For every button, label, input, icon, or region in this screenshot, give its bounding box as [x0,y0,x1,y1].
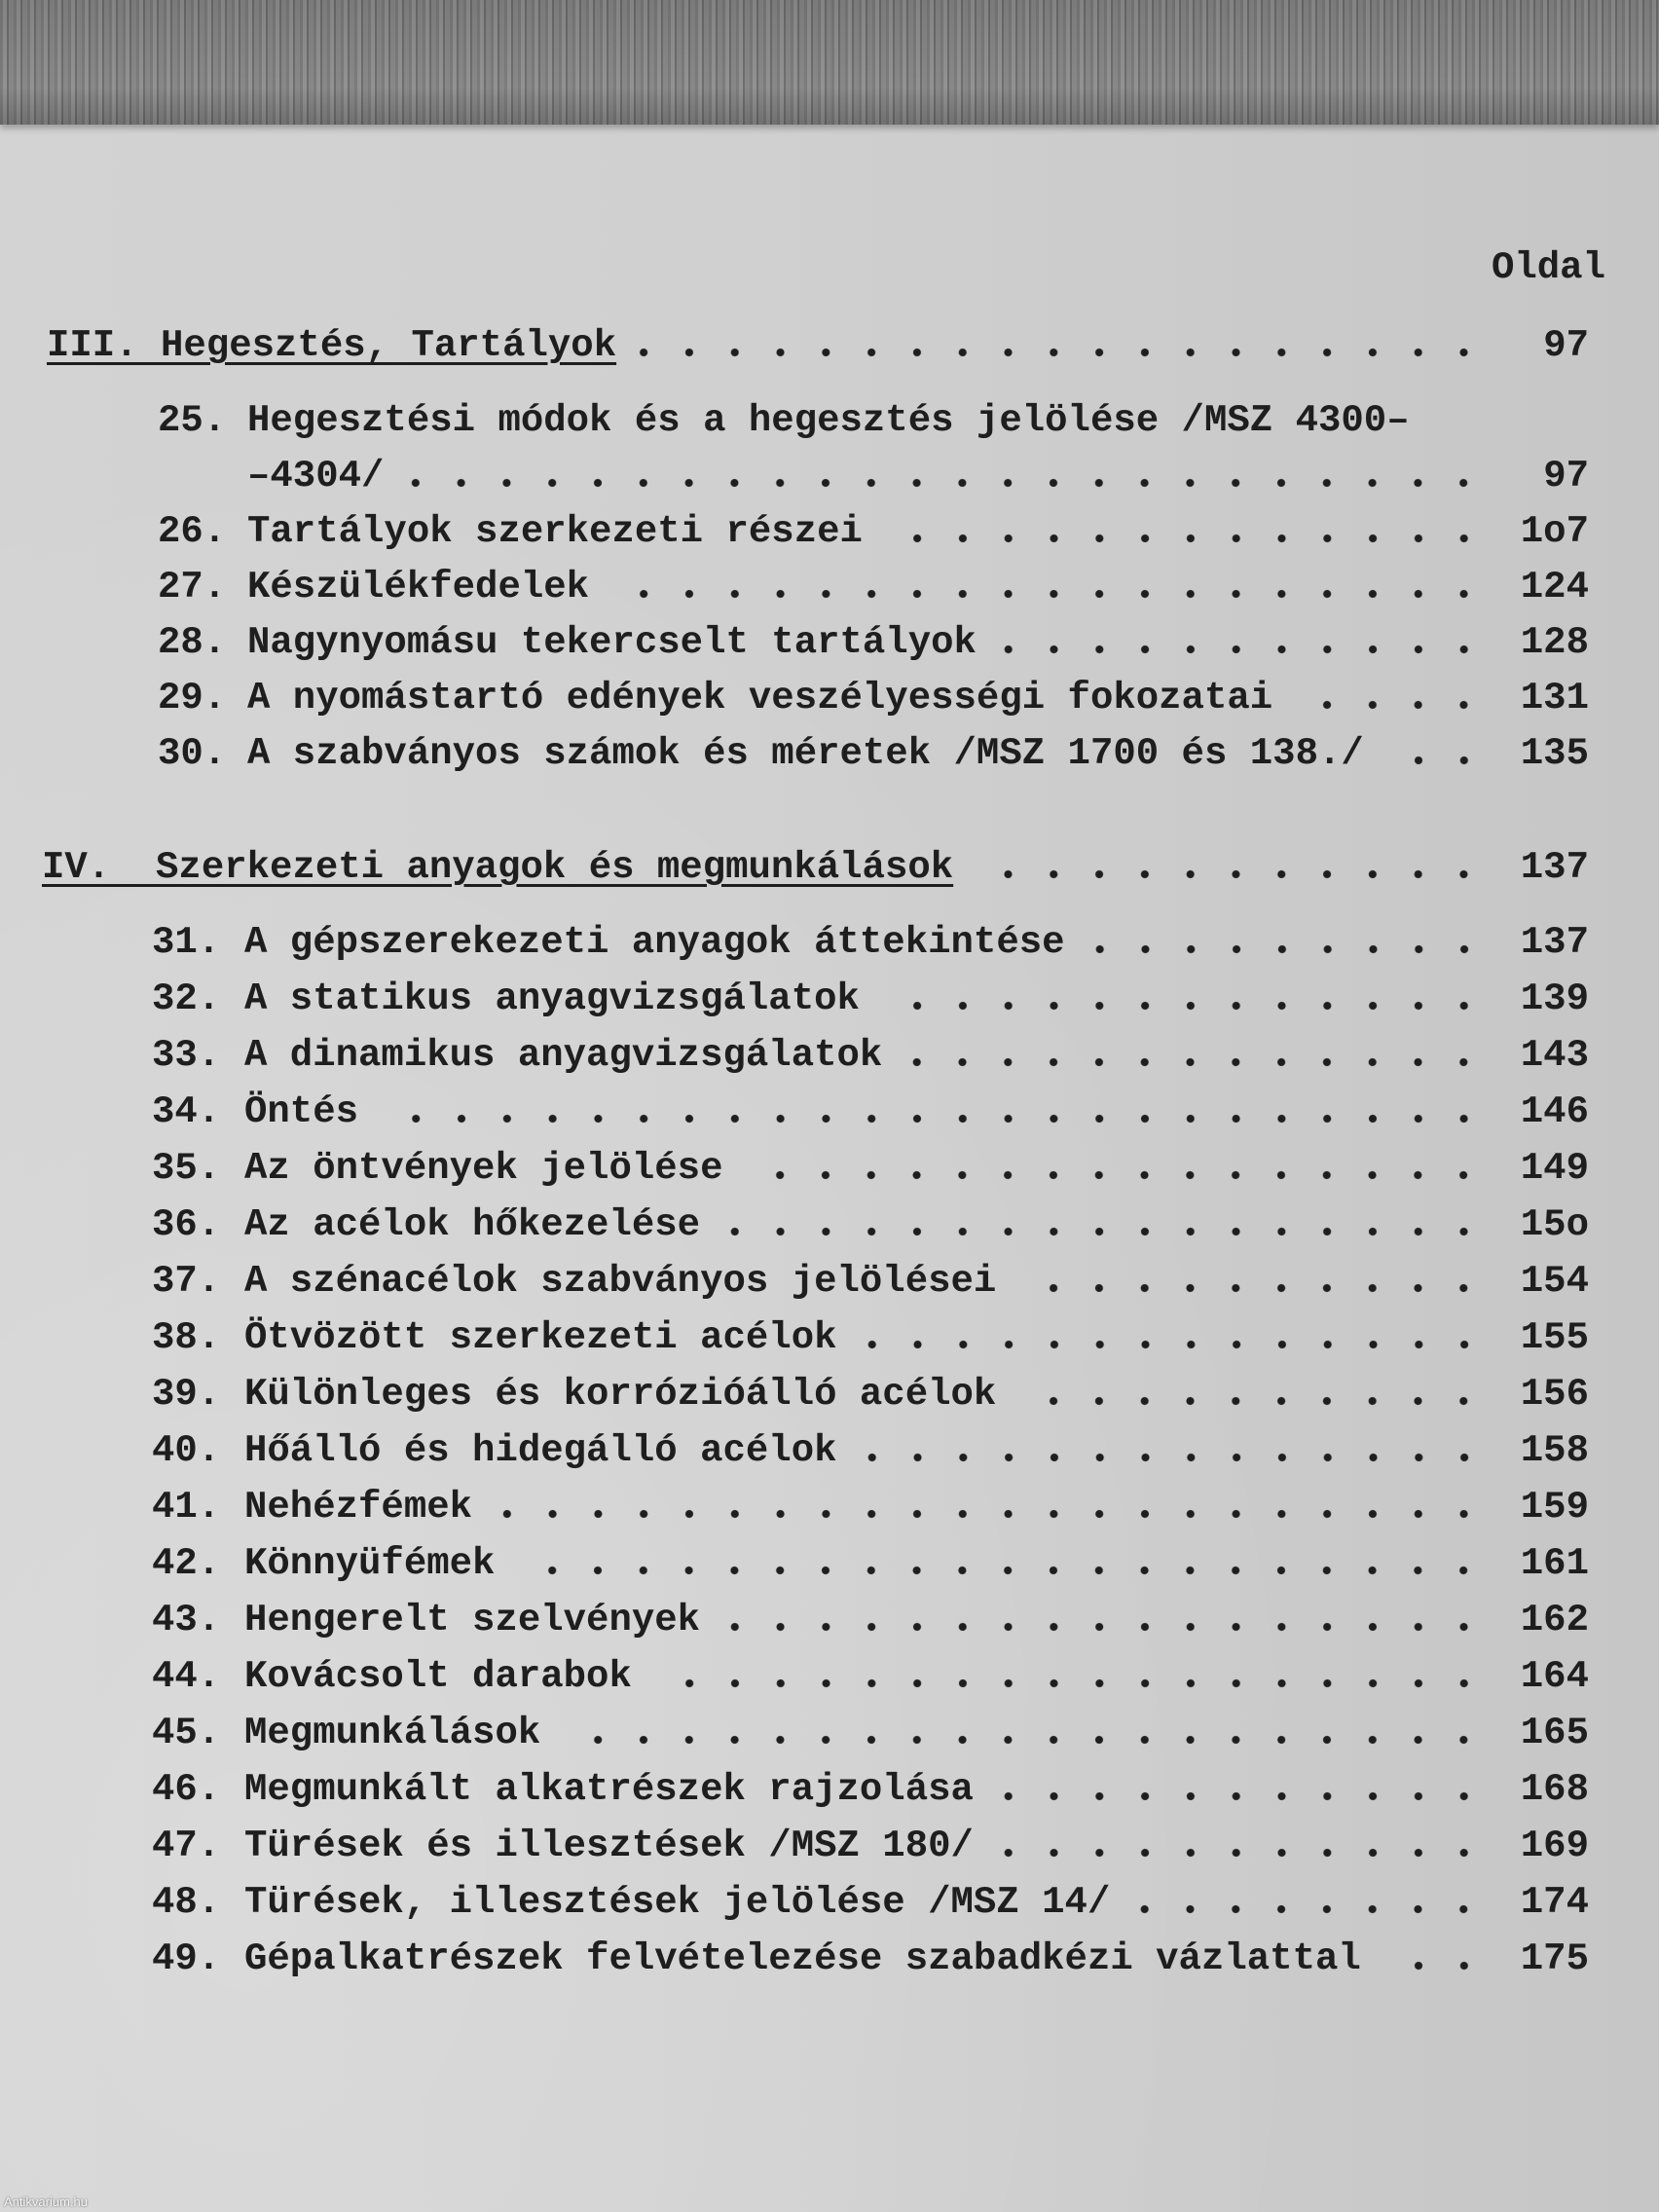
toc-section-iv [0,839,1589,1987]
entry-page: 156 [1520,1373,1589,1416]
dot-leader [1088,914,1487,971]
toc-entry-30 [158,726,1589,782]
entry-number: 36. [152,1203,221,1246]
entry-page: 175 [1520,1937,1589,1980]
entry-number: 28. [158,621,227,664]
entry-page: 137 [1520,921,1589,964]
toc-entry-44 [152,1648,1589,1705]
section-page: 137 [1520,846,1589,889]
toc-entry-42 [152,1535,1589,1592]
entry-title: A szénacélok szabványos jelölései [244,1260,997,1303]
toc-entry-26 [158,504,1589,560]
dot-leader [745,1140,1487,1197]
dot-leader [999,615,1487,671]
toc-entry-31 [152,914,1589,971]
toc-entry-43 [152,1592,1589,1648]
entry-title: Hőálló és hidegálló acélok [244,1429,837,1472]
entry-page: 135 [1520,732,1589,775]
entry-number: 46. [152,1768,221,1811]
dot-leader [1383,1931,1487,1987]
toc-entry-34 [152,1084,1589,1140]
entry-title: Megmunkált alkatrészek rajzolása [244,1768,974,1811]
entry-number: 47. [152,1825,221,1867]
entry-number: 49. [152,1937,221,1980]
entry-page: 124 [1520,566,1589,608]
entry-number: 27. [158,566,227,608]
dot-leader [722,1592,1487,1648]
toc-entry-40 [152,1422,1589,1479]
toc-entry-25 [158,393,1589,449]
entry-page: 1o7 [1520,510,1589,553]
toc-section-iii [0,318,1589,782]
entry-number: 35. [152,1147,221,1190]
dot-leader [406,449,1487,504]
entry-number: 42. [152,1542,221,1585]
entry-title-continuation: –4304/ [247,455,385,498]
dot-leader [1018,1253,1487,1309]
entry-title: Kovácsolt darabok [244,1655,632,1698]
entry-title: Hegesztési módok és a hegesztés jelölése /MSZ 4300– [247,399,1410,442]
dot-leader [1018,1366,1487,1422]
entry-number: 30. [158,732,227,775]
entry-page: 128 [1520,621,1589,664]
entry-number: 37. [152,1260,221,1303]
watermark: Antikvarium.hu [4,2194,88,2209]
dot-leader [885,504,1487,560]
entry-title: Ötvözött szerkezeti acélok [244,1316,837,1359]
entry-title: A statikus anyagvizsgálatok [244,977,860,1020]
entry-title: Hengerelt szelvények [244,1599,701,1641]
entry-page: 143 [1520,1034,1589,1077]
toc-entry-47 [152,1818,1589,1874]
entry-title: A dinamikus anyagvizsgálatok [244,1034,883,1077]
entry-number: 45. [152,1712,221,1754]
toc-entry-25-continuation [158,449,1589,504]
dot-leader [381,1084,1487,1140]
entry-title: Nehézfémek [244,1486,473,1529]
toc-section-heading-iv [42,839,1589,896]
entry-number: 39. [152,1373,221,1416]
entry-number: 26. [158,510,227,553]
dot-leader [976,839,1487,896]
entry-number: 48. [152,1881,221,1924]
entry-title: Tartályok szerkezeti részei [247,510,863,553]
entry-page: 131 [1520,677,1589,719]
dot-leader [904,1027,1487,1084]
entry-title: Könnyüfémek [244,1542,496,1585]
section-page: 97 [1543,324,1589,367]
dot-leader [639,318,1487,374]
entry-page: 139 [1520,977,1589,1020]
entry-number: 33. [152,1034,221,1077]
entry-number: 32. [152,977,221,1020]
entry-title: A nyomástartó edények veszélyességi fokozatai [247,677,1273,719]
toc-section-heading-iii [47,318,1589,374]
entry-number: 40. [152,1429,221,1472]
dot-leader [517,1535,1487,1592]
entry-page: 149 [1520,1147,1589,1190]
entry-page: 154 [1520,1260,1589,1303]
toc-entry-48 [152,1874,1589,1931]
toc-entry-37 [152,1253,1589,1309]
entry-page: 168 [1520,1768,1589,1811]
entry-number: 41. [152,1486,221,1529]
toc-entry-41 [152,1479,1589,1535]
dot-leader [495,1479,1487,1535]
entry-page: 169 [1520,1825,1589,1867]
dot-leader [860,1422,1488,1479]
toc-entry-36 [152,1197,1589,1253]
entry-title: Türések, illesztések jelölése /MSZ 14/ [244,1881,1111,1924]
dot-leader [1295,671,1487,726]
toc-entry-38 [152,1309,1589,1366]
entry-title: Készülékfedelek [247,566,590,608]
dot-leader [563,1705,1487,1761]
dot-leader [611,560,1487,615]
entry-number: 44. [152,1655,221,1698]
toc-entry-29 [158,671,1589,726]
toc-entry-45 [152,1705,1589,1761]
toc-entry-49 [152,1931,1589,1987]
entry-page: 15o [1520,1203,1589,1246]
toc-entry-32 [152,971,1589,1027]
toc-entry-39 [152,1366,1589,1422]
entry-page: 161 [1520,1542,1589,1585]
toc-entry-28 [158,615,1589,671]
section-heading-text: III. Hegesztés, Tartályok [47,324,617,367]
entry-title: Türések és illesztések /MSZ 180/ [244,1825,974,1867]
entry-title: Gépalkatrészek felvételezése szabadkézi vázlattal [244,1937,1361,1980]
entry-title: A szabványos számok és méretek /MSZ 1700 és 138./ [247,732,1364,775]
entry-number: 34. [152,1090,221,1133]
entry-title: Az öntvények jelölése [244,1147,723,1190]
entry-page: 164 [1520,1655,1589,1698]
dot-leader [882,971,1487,1027]
dot-leader [722,1197,1487,1253]
entry-title: Az acélok hőkezelése [244,1203,701,1246]
dot-leader [1386,726,1487,782]
toc-entry-33 [152,1027,1589,1084]
entry-page: 174 [1520,1881,1589,1924]
entry-title: Különleges és korrózióálló acélok [244,1373,997,1416]
dot-leader [996,1761,1487,1818]
entry-title: Öntés [244,1090,359,1133]
entry-title: Megmunkálások [244,1712,541,1754]
toc-entry-46 [152,1761,1589,1818]
toc-entry-35 [152,1140,1589,1197]
page-column-label: Oldal [1491,246,1605,289]
toc-entry-27 [158,560,1589,615]
entry-page: 146 [1520,1090,1589,1133]
entry-number: 29. [158,677,227,719]
entry-number-spacer [158,449,247,504]
entry-page: 165 [1520,1712,1589,1754]
entry-number: 25. [158,399,227,442]
entry-page: 97 [1543,455,1589,498]
entry-number: 43. [152,1599,221,1641]
entry-page: 155 [1520,1316,1589,1359]
entry-page: 158 [1520,1429,1589,1472]
entry-number: 31. [152,921,221,964]
section-heading-text: IV. Szerkezeti anyagok és megmunkálások [42,846,954,889]
entry-number: 38. [152,1316,221,1359]
dot-leader [654,1648,1487,1705]
entry-title: A gépszerekezeti anyagok áttekintése [244,921,1065,964]
dot-leader [1132,1874,1487,1931]
entry-title: Nagynyomásu tekercselt tartályok [247,621,977,664]
dot-leader [860,1309,1488,1366]
entry-page: 159 [1520,1486,1589,1529]
dot-leader [996,1818,1487,1874]
entry-page: 162 [1520,1599,1589,1641]
background-fabric [0,0,1659,125]
